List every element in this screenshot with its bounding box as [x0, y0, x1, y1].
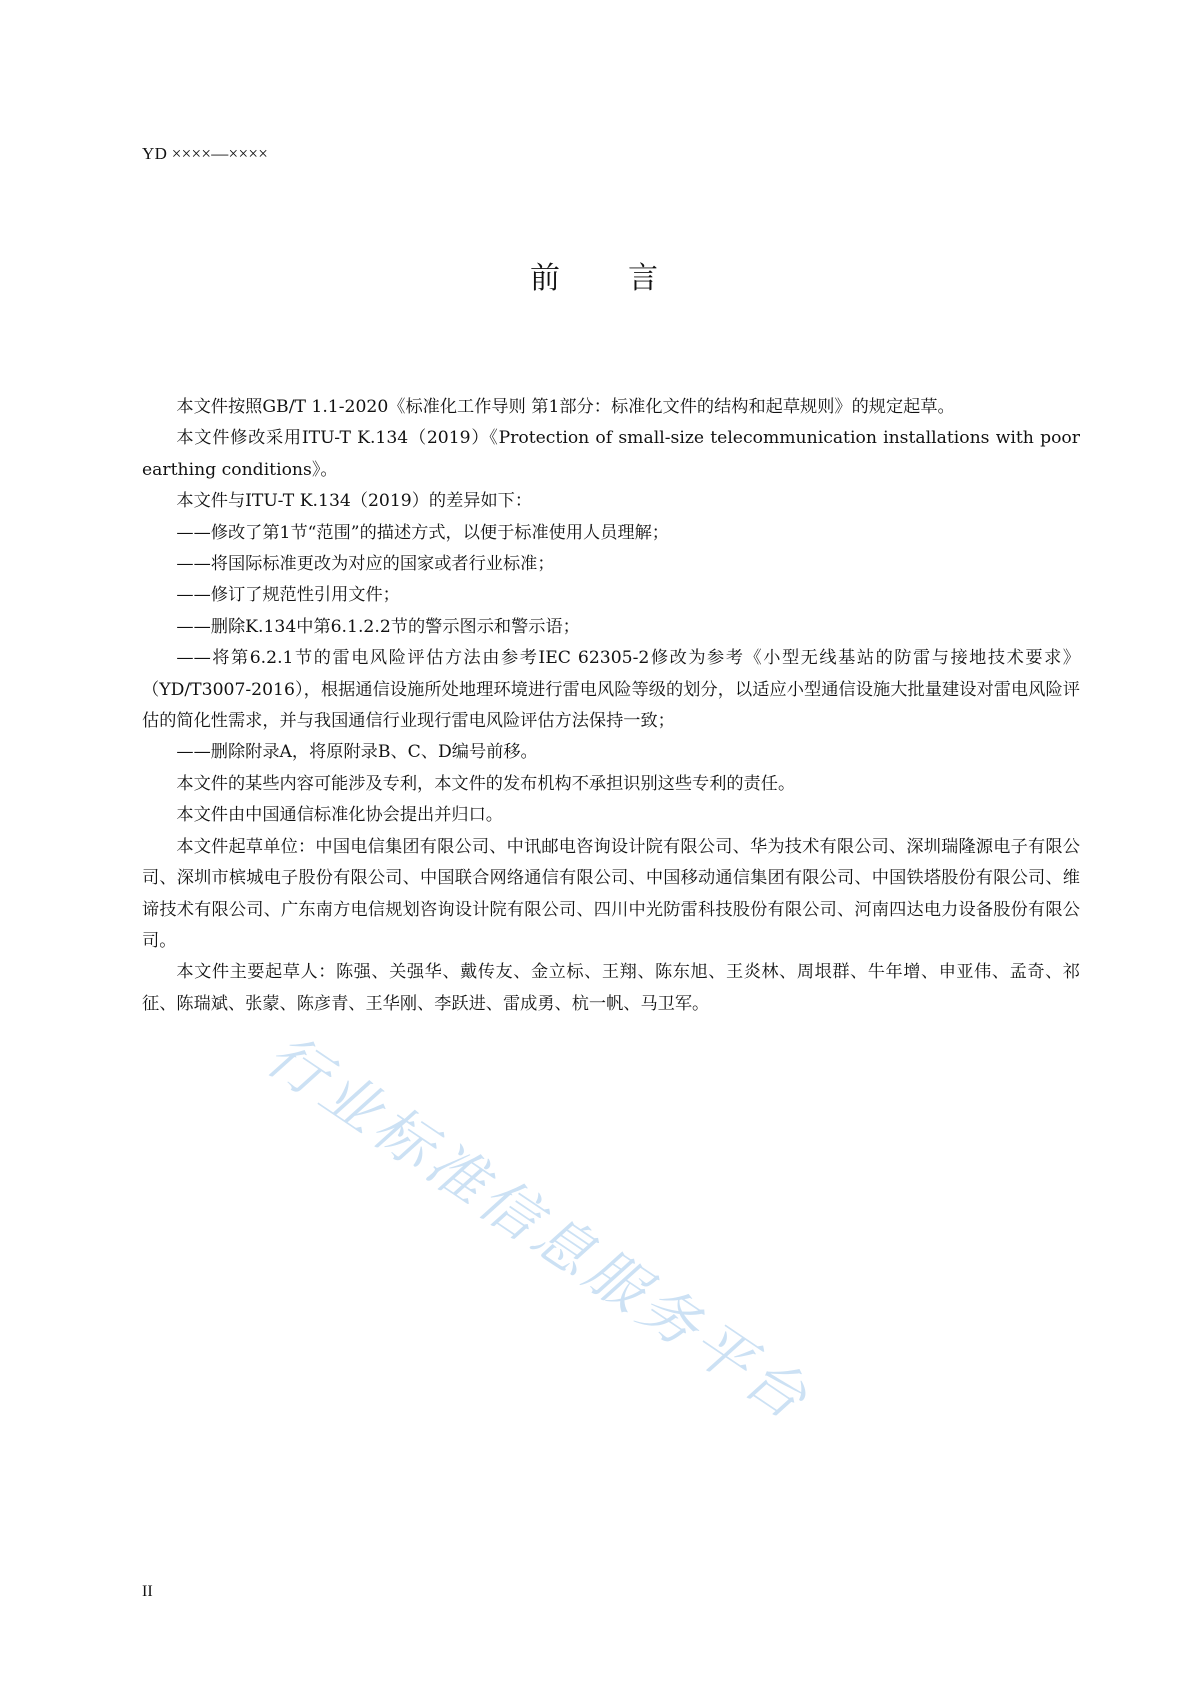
- paragraph-patent-notice: 本文件的某些内容可能涉及专利，本文件的发布机构不承担识别这些专利的责任。: [176, 773, 796, 794]
- difference-item: ——修订了规范性引用文件；: [176, 585, 400, 606]
- paragraph-proposer: 本文件由中国通信标准化协会提出并归口。: [176, 805, 503, 826]
- difference-item: ——删除附录A，将原附录B、C、D编号前移。: [176, 742, 538, 763]
- difference-item: ——修改了第1节“范围”的描述方式，以便于标准使用人员理解；: [176, 522, 669, 543]
- difference-item: ——将国际标准更改为对应的国家或者行业标准；: [176, 554, 555, 575]
- paragraph-drafters: 本文件主要起草人：陈强、关强华、戴传友、金立标、王翔、陈东旭、王炎林、周垠群、牛年增、申亚伟、孟奇、祁征、陈瑞斌、张蒙、陈彦青、王华刚、李跃进、雷成勇、杭一帆、马卫军。: [142, 962, 1080, 1014]
- title-char-2: 言: [628, 261, 660, 296]
- page-number: II: [142, 1583, 153, 1600]
- foreword-body: [142, 392, 1080, 1020]
- watermark: 行业标准信息服务平台: [254, 1020, 824, 1436]
- paragraph-differences-intro: 本文件与ITU-T K.134（2019）的差异如下：: [176, 491, 533, 512]
- paragraph-drafting-units: 本文件起草单位：中国电信集团有限公司、中讯邮电咨询设计院有限公司、华为技术有限公司、深圳瑞隆源电子有限公司、深圳市槟城电子股份有限公司、中国联合网络通信有限公司、中国移动通信集团有限公司、中国铁塔股份有限公司、维谛技术有限公司、广东南方电信规划咨询设计院有限公司、四川中光防雷科技股份有限公司、河南四达电力设备股份有限公司。: [142, 836, 1080, 951]
- paragraph-drafting-rule: 本文件按照GB/T 1.1-2020《标准化工作导则 第1部分：标准化文件的结构和起草规则》的规定起草。: [176, 397, 955, 417]
- document-code-header: YD ××××—××××: [142, 144, 269, 163]
- difference-item: ——将第6.2.1节的雷电风险评估方法由参考IEC 62305-2修改为参考《小型无线基站的防雷与接地技术要求》（YD/T3007-2016），根据通信设施所处地理环境进行雷电风险等级的划分，以适应小型通信设施大批量建设对雷电风险评估的简化性需求，并与我国通信行业现行雷电风险评估方法保持一致；: [142, 648, 1080, 732]
- page-title: [0, 253, 1190, 297]
- title-char-1: 前: [530, 261, 562, 296]
- difference-item: ——删除K.134中第6.1.2.2节的警示图示和警示语；: [176, 616, 580, 637]
- paragraph-adoption: 本文件修改采用ITU-T K.134（2019）《Protection of small-size telecommunication installations with poor earthing conditions》。: [142, 428, 1080, 480]
